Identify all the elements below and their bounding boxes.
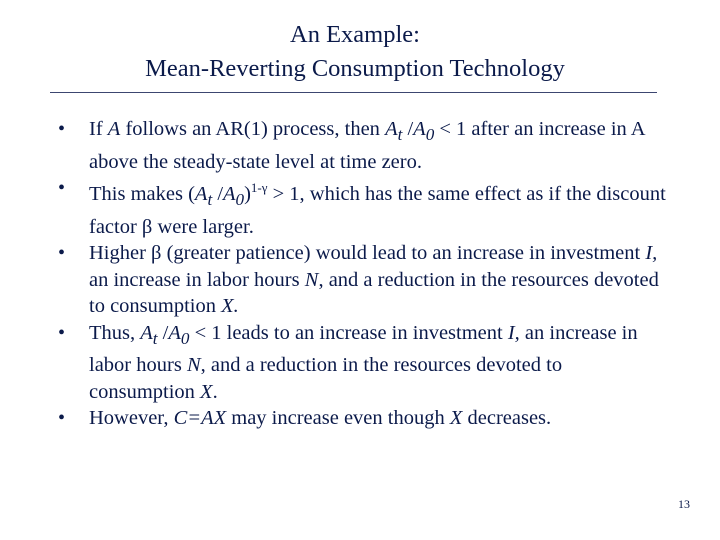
bullet-text: However, C=AX may increase even though X decreases.: [89, 407, 552, 430]
bullet-icon: •: [58, 177, 66, 200]
title-line-2: Mean-Reverting Consumption Technology: [145, 55, 565, 82]
bullet-item-thus: [58, 320, 668, 406]
bullet-item-patience: [58, 240, 668, 320]
bullet-text: Higher β (greater patience) would lead to an increase in investment I, an increase in labor hours N, and a reduction in the resources devoted to consumption X.: [89, 242, 659, 318]
bullet-list: [58, 116, 668, 432]
bullet-icon: •: [58, 321, 66, 344]
title-line-1: An Example:: [290, 21, 420, 48]
bullet-text: This makes ($A_t$ $/A_0)^{1-\gamma} > 1$, which has the same effect as if the discount factor β were larger.: [89, 180, 666, 238]
bullet-text: Thus, $A_t$ $/A_0 < 1$ leads to an increase in investment I, an increase in labor hours N, and a reduction in the resources devoted to consumption X.: [89, 321, 638, 403]
bullet-icon: •: [58, 407, 66, 430]
title-divider: [50, 92, 657, 93]
bullet-item-however: [58, 405, 668, 432]
slide-title: [0, 18, 710, 86]
bullet-item-discount: [58, 175, 668, 240]
bullet-icon: •: [58, 242, 66, 265]
bullet-icon: •: [58, 118, 66, 140]
bullet-text: If A follows an AR(1) process, then $A_t$ $/A_0 < 1$ after an increase in A above the steady-state level at time zero.: [89, 118, 645, 173]
page-number: 13: [678, 497, 690, 511]
bullet-item-ar1: [58, 116, 668, 175]
